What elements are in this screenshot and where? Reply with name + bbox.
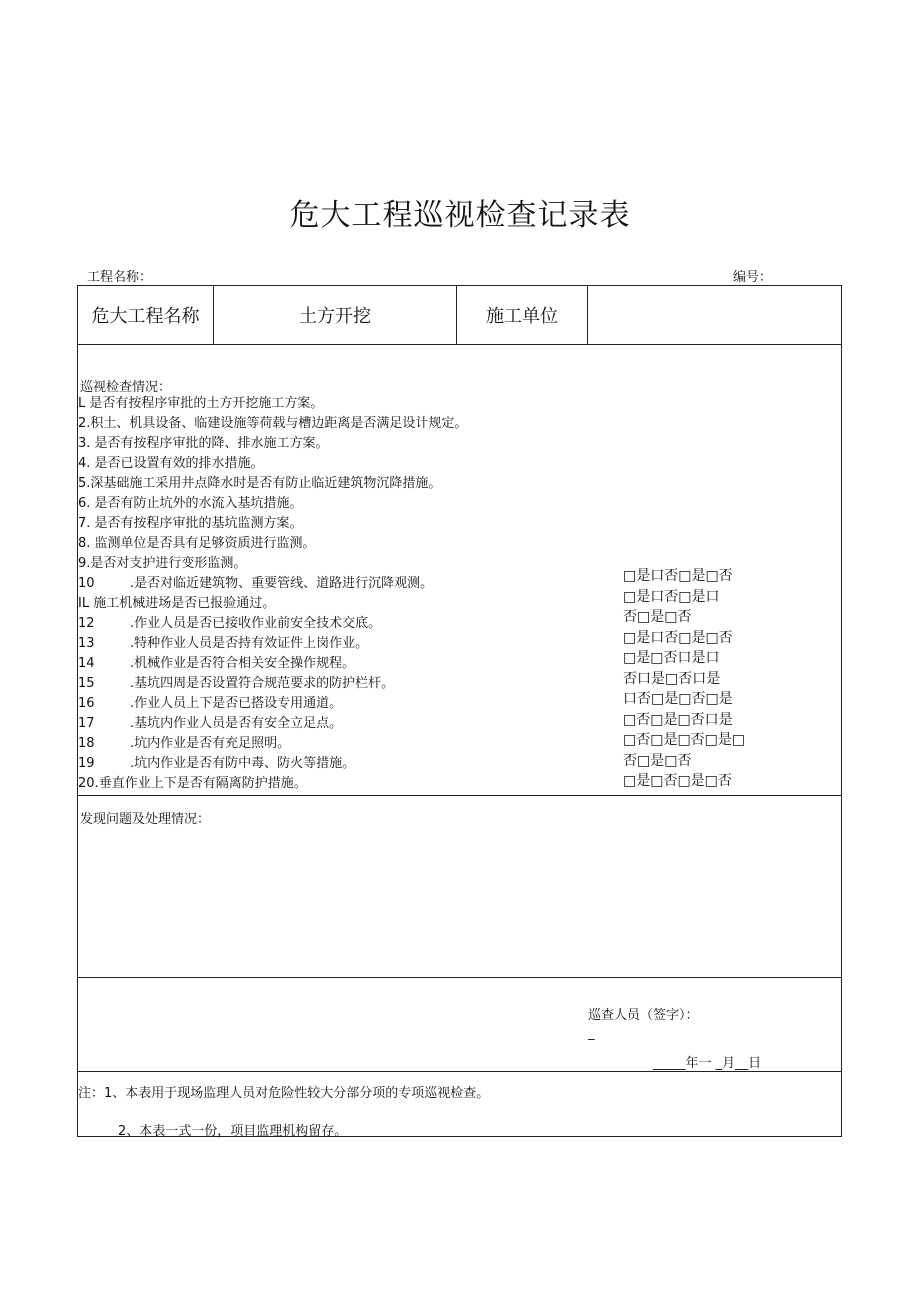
project-name-label: 工程名称： (87, 270, 153, 285)
list-item: 8. 监测单位是否具有足够资质进行监测。 (78, 536, 316, 551)
list-item: 5.深基础施工采用井点降水时是否有防止临近建筑物沉降措施。 (78, 476, 442, 491)
list-item: 17 .基坑内作业人员是否有安全立足点。 (78, 716, 343, 731)
checkbox-option-row[interactable]: 否口是□否口是 (623, 670, 721, 687)
inspection-items-list (78, 394, 638, 794)
list-item: 16 .作业人员上下是否已搭设专用通道。 (78, 696, 343, 711)
list-item: 6. 是否有防止坑外的水流入基坑措施。 (78, 496, 303, 511)
signature-line[interactable]: _ (588, 1026, 595, 1041)
checkbox-option-row[interactable]: 口否□是□否□是 (623, 691, 733, 707)
list-item: 7. 是否有按程序审批的基坑监测方案。 (78, 516, 303, 531)
inspection-section-label: 巡视检查情况： (80, 380, 172, 395)
checkbox-option-row[interactable]: □是口否□是□否 (623, 568, 733, 584)
hazard-project-name-label: 危大工程名称 (91, 306, 200, 327)
hazard-project-name-value[interactable]: 土方开挖 (299, 306, 371, 327)
yes-no-options (623, 566, 745, 792)
problems-section-label: 发现问题及处理情况： (80, 812, 211, 827)
list-item: 2.积土、机具设备、临建设施等荷载与槽边距离是否满足设计规定。 (78, 416, 468, 431)
construction-unit-value[interactable] (588, 286, 842, 344)
list-item: 20.垂直作业上下是否有隔离防护措施。 (78, 776, 307, 791)
checkbox-option-row[interactable]: □否□是□否□是□ (623, 732, 746, 748)
number-label: 编号： (733, 270, 773, 285)
note-line-1: 注：1、本表用于现场监理人员对危险性较大分部分项的专项巡视检查。 (78, 1086, 490, 1101)
checkbox-option-row[interactable]: □是□否□是□否 (623, 773, 732, 789)
list-item: 15 .基坑四周是否设置符合规范要求的防护栏杆。 (78, 676, 395, 691)
list-item: 13 .特种作业人员是否持有效证件上岗作业。 (78, 636, 369, 651)
checkbox-option-row[interactable]: □是口否□是□否 (623, 629, 733, 646)
list-item: 19 .坑内作业是否有防中毒、防火等措施。 (78, 756, 356, 771)
note-line-2: 2、本表一式一份，项目监理机构留存。 (118, 1124, 348, 1139)
list-item: IL 施工机械进场是否已报验通过。 (78, 596, 276, 611)
checkbox-option-row[interactable]: 否□是□否 (623, 752, 692, 769)
list-item: 14 .机械作业是否符合相关安全操作规程。 (78, 656, 356, 671)
list-item: 4. 是否已设置有效的排水措施。 (78, 456, 264, 471)
signature-date[interactable]: _____年一 _月__日 (653, 1056, 762, 1071)
list-item: 10 .是否对临近建筑物、重要管线、道路进行沉降观测。 (78, 576, 434, 591)
inspection-form-table (77, 285, 842, 1137)
checkbox-option-row[interactable]: 否□是□否 (623, 609, 692, 625)
checkbox-option-row[interactable]: □是口否□是口 (623, 588, 720, 605)
list-item: 3. 是否有按程序审批的降、排水施工方案。 (78, 436, 329, 451)
list-item: 12 .作业人员是否已接收作业前安全技术交底。 (78, 616, 382, 631)
inspector-signature-label: 巡查人员（签字）： (588, 1008, 699, 1023)
page-title: 危大工程巡视检查记录表 (289, 198, 631, 233)
checkbox-option-row[interactable]: □否□是□否口是 (623, 711, 733, 728)
list-item: L 是否有按程序审批的土方开挖施工方案。 (78, 396, 324, 411)
list-item: 18 .坑内作业是否有充足照明。 (78, 736, 291, 751)
construction-unit-label: 施工单位 (486, 306, 558, 327)
checkbox-option-row[interactable]: □是□否口是口 (623, 650, 720, 666)
list-item: 9.是否对支护进行变形监测。 (78, 556, 247, 571)
